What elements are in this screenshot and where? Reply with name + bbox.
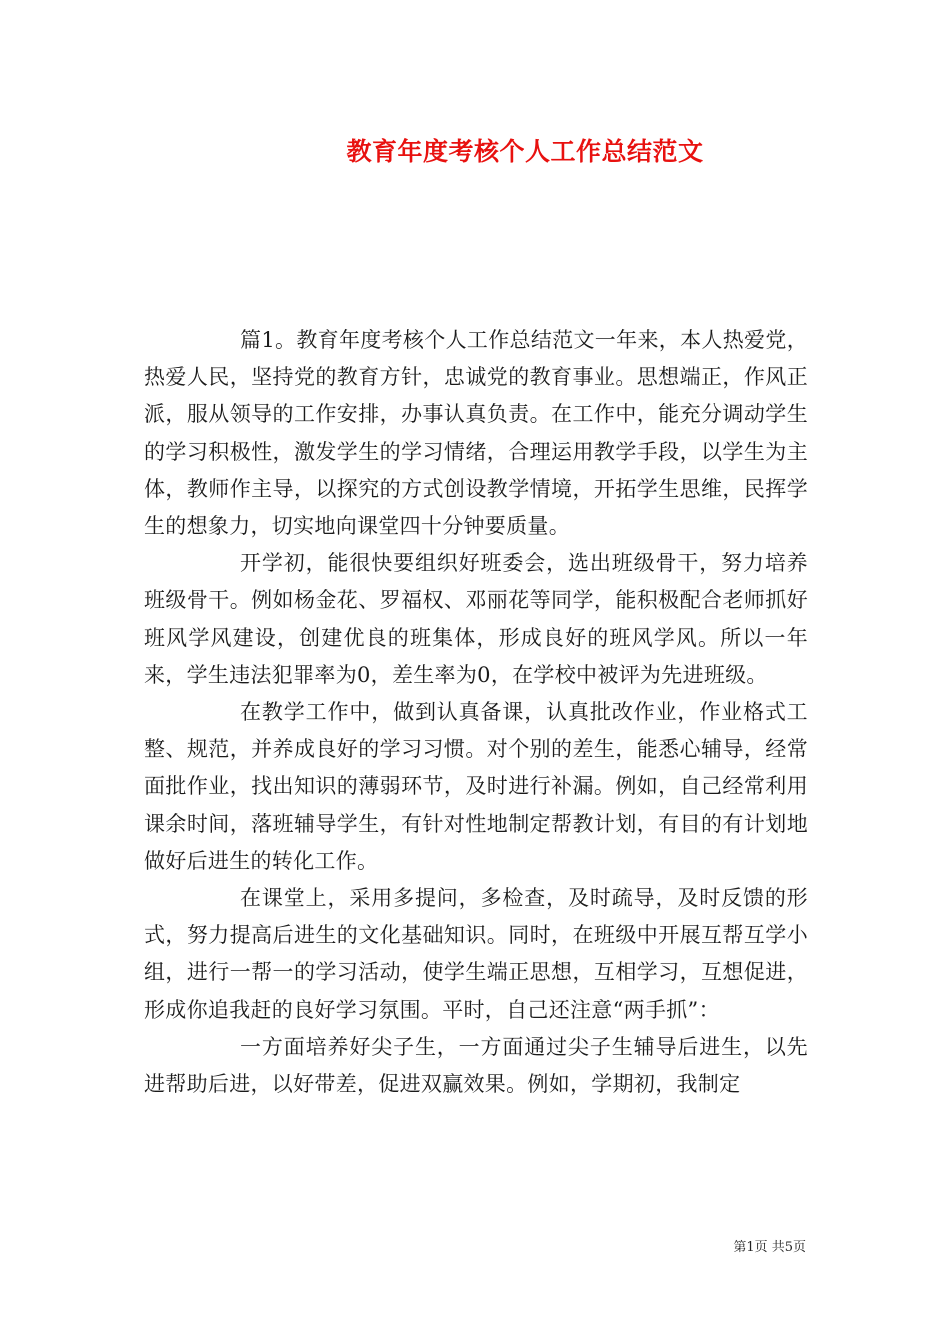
paragraph: 一方面培养好尖子生，一方面通过尖子生辅导后进生，以先进帮助后进，以好带差，促进双赢效果。例如，学期初，我制定 (144, 1034, 808, 1097)
paragraph: 篇1。教育年度考核个人工作总结范文一年来，本人热爱党，热爱人民，坚持党的教育方针，忠诚党的教育事业。思想端正，作风正派，服从领导的工作安排，办事认真负责。在工作中，能充分调动学生的学习积极性，激发学生的学习情绪，合理运用教学手段，以学生为主体，教师作主导，以探究的方式创设教学情境，开拓学生思维，民挥学生的想象力，切实地向课堂四十分钟要质量。 (144, 328, 808, 539)
paragraph: 开学初，能很快要组织好班委会，选出班级骨干，努力培养班级骨干。例如杨金花、罗福权、邓丽花等同学，能积极配合老师抓好班风学风建设，创建优良的班集体，形成良好的班风学风。所以一年来，学生违法犯罪率为0，差生率为0，在学校中被评为先进班级。 (144, 551, 808, 687)
page-number-footer: 第1页 共5页 (733, 1240, 806, 1255)
document-body (144, 322, 808, 1103)
document-title: 教育年度考核个人工作总结范文 (346, 137, 704, 166)
paragraph: 在教学工作中，做到认真备课，认真批改作业，作业格式工整、规范，并养成良好的学习习惯。对个别的差生，能悉心辅导，经常面批作业，找出知识的薄弱环节，及时进行补漏。例如，自己经常利用课余时间，落班辅导学生，有针对性地制定帮教计划，有目的有计划地做好后进生的转化工作。 (144, 700, 808, 873)
paragraph: 在课堂上，采用多提问，多检查，及时疏导，及时反馈的形式，努力提高后进生的文化基础知识。同时，在班级中开展互帮互学小组，进行一帮一的学习活动，使学生端正思想，互相学习，互想促进，形成你追我赶的良好学习氛围。平时，自己还注意“两手抓”： (144, 886, 808, 1022)
